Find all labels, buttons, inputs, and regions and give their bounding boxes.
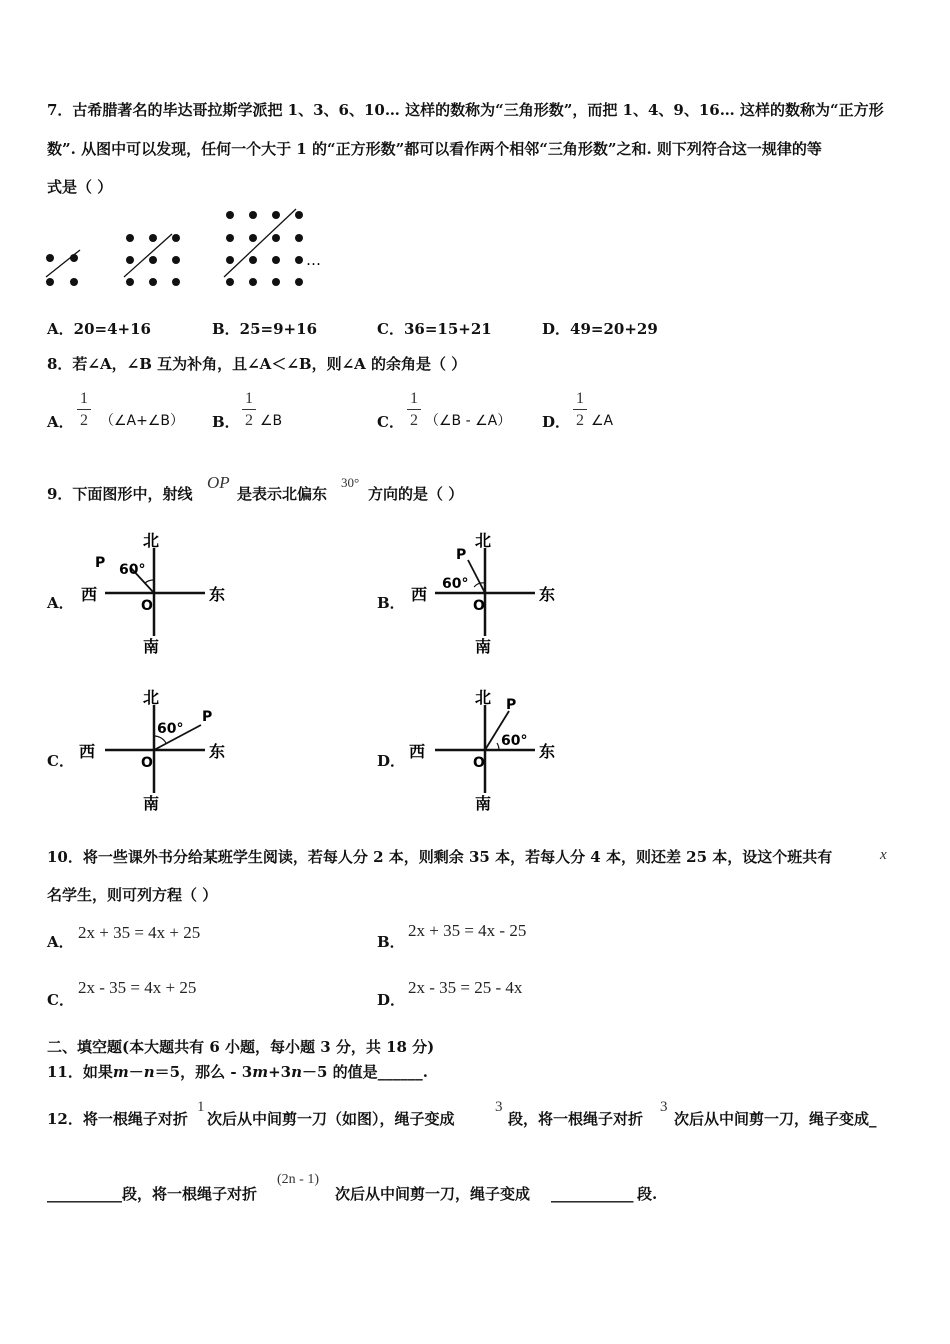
svg-text:东: 东 [539,742,556,761]
svg-text:西: 西 [409,742,426,761]
q9-stem-mid: 是表示北偏东 [237,485,328,503]
svg-text:60°: 60° [157,721,184,737]
q7-line2: 数”. 从图中可以发现，任何一个大于 1 的“正方形数”都可以看作两个相邻“三角形数”之和. 则下列符合这一规律的等 [47,140,822,158]
q10-line2: 名学生，则可列方程（ ） [47,886,218,904]
q9-angle: 30° [341,475,360,490]
q8-option-c-expr: （∠B - ∠A） [425,413,512,429]
q10-option-b-equation: 2x + 35 = 4x - 25 [408,921,527,940]
q10-option-c-letter[interactable]: C． [47,991,74,1009]
svg-text:西: 西 [79,742,96,761]
q8-option-a-fraction: $\frac{1}{2}$ [77,391,91,429]
svg-text:P: P [202,709,213,725]
q12-part-d: 次后从中间剪一刀，绳子变成_ [674,1110,877,1128]
q10-var-x: x [880,847,887,863]
svg-text:O: O [473,598,485,614]
compass-diagram-c [75,685,245,815]
q8-option-a-expr: （∠A+∠B） [100,413,185,429]
svg-text:南: 南 [475,794,492,813]
svg-text:南: 南 [143,794,160,813]
svg-text:北: 北 [475,531,492,550]
q8-stem: 8．若∠A，∠B 互为补角，且∠A＜∠B，则∠A 的余角是（ ） [47,355,467,373]
svg-text:O: O [141,598,153,614]
svg-text:北: 北 [143,531,160,550]
svg-text:P: P [95,555,106,571]
svg-text:O: O [473,755,485,771]
svg-text:60°: 60° [501,733,528,749]
q9-option-a[interactable]: A． [47,594,74,612]
dots-ellipsis: … [306,251,321,269]
q8-option-d-fraction: $\frac{1}{2}$ [573,391,587,429]
q9-option-b[interactable]: B． [377,594,405,612]
q8-option-d-expr: ∠A [591,413,614,429]
q8-option-b-letter[interactable]: B． [212,413,240,431]
q12-sup-1: 1 [197,1099,205,1115]
compass-diagram-d [405,685,575,815]
q7-option-d[interactable]: D．49=20+29 [542,320,658,338]
q12-sup-3: 3 [660,1099,668,1115]
q8-option-c-letter[interactable]: C． [377,413,404,431]
q9-stem-post: 方向的是（ ） [368,485,464,503]
q12-sup-4: (2n - 1) [277,1172,319,1187]
svg-text:南: 南 [143,637,160,656]
q8-option-b-expr: ∠B [260,413,283,429]
q11-text: 11．如果m－n＝5，那么 - 3m+3n－5 的值是______. [47,1063,428,1081]
triangular-square-dots-figure [40,205,340,295]
svg-text:东: 东 [209,585,226,604]
q12-part-g: 段. [637,1185,658,1203]
svg-text:东: 东 [539,585,556,604]
q10-option-d-equation: 2x - 35 = 25 - 4x [408,978,523,997]
q10-option-c-equation: 2x - 35 = 4x + 25 [78,978,197,997]
q9-stem-pre: 9．下面图形中，射线 [47,485,193,503]
svg-text:P: P [456,547,467,563]
q8-option-b-fraction: $\frac{1}{2}$ [242,391,256,429]
section-title-fill-in: 二、填空题(本大题共有 6 小题，每小题 3 分，共 18 分) [47,1038,435,1056]
q10-option-a-letter[interactable]: A． [47,933,74,951]
q9-ray-op: OP [207,473,230,492]
q11-answer-blank[interactable]: ______ [377,1063,423,1081]
svg-text:北: 北 [475,688,492,707]
q12-sup-2: 3 [495,1099,503,1115]
svg-text:北: 北 [143,688,160,707]
q9-option-d[interactable]: D． [377,752,406,770]
svg-text:东: 东 [209,742,226,761]
svg-text:60°: 60° [119,562,146,578]
compass-diagram-b [405,528,575,658]
q12-part-f: 次后从中间剪一刀，绳子变成 [335,1185,531,1203]
svg-text:南: 南 [475,637,492,656]
svg-text:西: 西 [81,585,98,604]
q7-line1: 7．古希腊著名的毕达哥拉斯学派把 1、3、6、10… 这样的数称为“三角形数”，而把 1、4、9、16… 这样的数称为“正方形 [47,101,884,119]
q12-answer-blank-2[interactable]: ___________ [551,1185,634,1203]
q12-part-a: 12．将一根绳子对折 [47,1110,188,1128]
q7-option-a[interactable]: A．20=4+16 [47,320,151,338]
q12-part-e: 段，将一根绳子对折 [122,1185,258,1203]
q10-option-a-equation: 2x + 35 = 4x + 25 [78,923,201,942]
q7-line3: 式是（ ） [47,178,113,196]
q8-option-d-letter[interactable]: D． [542,413,571,431]
q9-option-c[interactable]: C． [47,752,74,770]
compass-diagram-a [75,528,245,658]
q8-option-a-letter[interactable]: A． [47,413,74,431]
svg-text:60°: 60° [442,576,469,592]
svg-text:O: O [141,755,153,771]
q12-part-c: 段，将一根绳子对折 [508,1110,644,1128]
q10-option-b-letter[interactable]: B． [377,933,405,951]
q12-part-b: 次后从中间剪一刀（如图），绳子变成 [207,1110,455,1128]
q10-line1: 10．将一些课外书分给某班学生阅读，若每人分 2 本，则剩余 35 本，若每人分 4 本，则还差 25 本，设这个班共有 [47,848,833,866]
q7-option-c[interactable]: C．36=15+21 [377,320,492,338]
q8-option-c-fraction: $\frac{1}{2}$ [407,391,421,429]
svg-text:P: P [506,697,517,713]
q7-option-b[interactable]: B．25=9+16 [212,320,318,338]
q12-answer-blank-1[interactable]: __________ [47,1185,122,1203]
svg-text:西: 西 [411,585,428,604]
q10-option-d-letter[interactable]: D． [377,991,406,1009]
